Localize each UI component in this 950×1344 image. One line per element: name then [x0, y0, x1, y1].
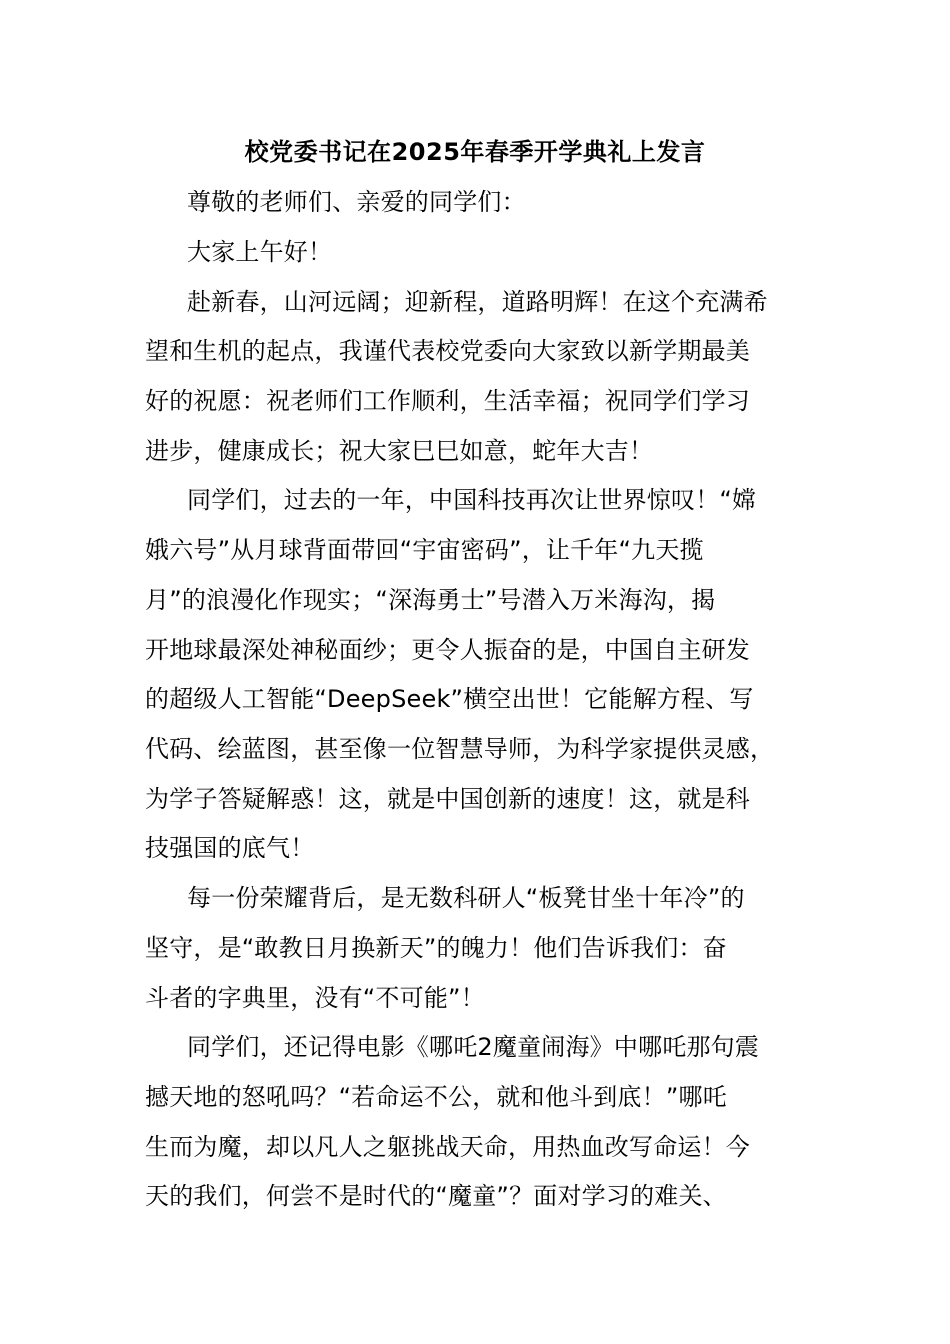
- paragraph-line: 斗者的字典里，没有“不可能”！: [145, 984, 485, 1012]
- paragraph-line: 进步，健康成长；祝大家巳巳如意，蛇年大吉！: [145, 437, 654, 465]
- paragraph-line: 月”的浪漫化作现实；“深海勇士”号潜入万米海沟，揭: [145, 586, 716, 614]
- salutation-line: 尊敬的老师们、亲爱的同学们：: [187, 188, 526, 216]
- paragraph-line: 天的我们，何尝不是时代的“魔童”？面对学习的难关、: [145, 1182, 727, 1210]
- paragraph-line: 坚守，是“敢教日月换新天”的魄力！他们告诉我们：奋: [145, 934, 727, 962]
- paragraph-line: 生而为魔，却以凡人之躯挑战天命，用热血改写命运！今: [145, 1133, 750, 1161]
- greeting-line: 大家上午好！: [187, 238, 333, 266]
- paragraph-line: 好的祝愿：祝老师们工作顺利，生活幸福；祝同学们学习: [145, 387, 750, 415]
- paragraph-line: 撼天地的怒吼吗？“若命运不公，就和他斗到底！”哪吒: [145, 1083, 727, 1111]
- paragraph-line: 为学子答疑解惑！这，就是中国创新的速度！这，就是科: [145, 785, 750, 813]
- document-title: 校党委书记在2025年春季开学典礼上发言: [244, 138, 706, 166]
- paragraph-line: 的超级人工智能“DeepSeek”横空出世！它能解方程、写: [145, 685, 754, 713]
- paragraph-line: 技强国的底气！: [145, 834, 315, 862]
- paragraph-line: 赴新春，山河远阔；迎新程，道路明辉！在这个充满希: [187, 288, 768, 316]
- paragraph-line: 每一份荣耀背后，是无数科研人“板凳甘坐十年冷”的: [187, 884, 745, 912]
- paragraph-line: 开地球最深处神秘面纱；更令人振奋的是，中国自主研发: [145, 636, 750, 664]
- paragraph-line: 同学们，还记得电影《哪吒2魔童闹海》中哪吒那句震: [187, 1033, 760, 1061]
- paragraph-line: 娥六号”从月球背面带回“宇宙密码”，让千年“九天揽: [145, 536, 704, 564]
- paragraph-line: 代码、绘蓝图，甚至像一位智慧导师，为科学家提供灵感，: [145, 735, 775, 763]
- paragraph-line: 同学们，过去的一年，中国科技再次让世界惊叹！“嫦: [187, 486, 757, 514]
- paragraph-line: 望和生机的起点，我谨代表校党委向大家致以新学期最美: [145, 337, 750, 365]
